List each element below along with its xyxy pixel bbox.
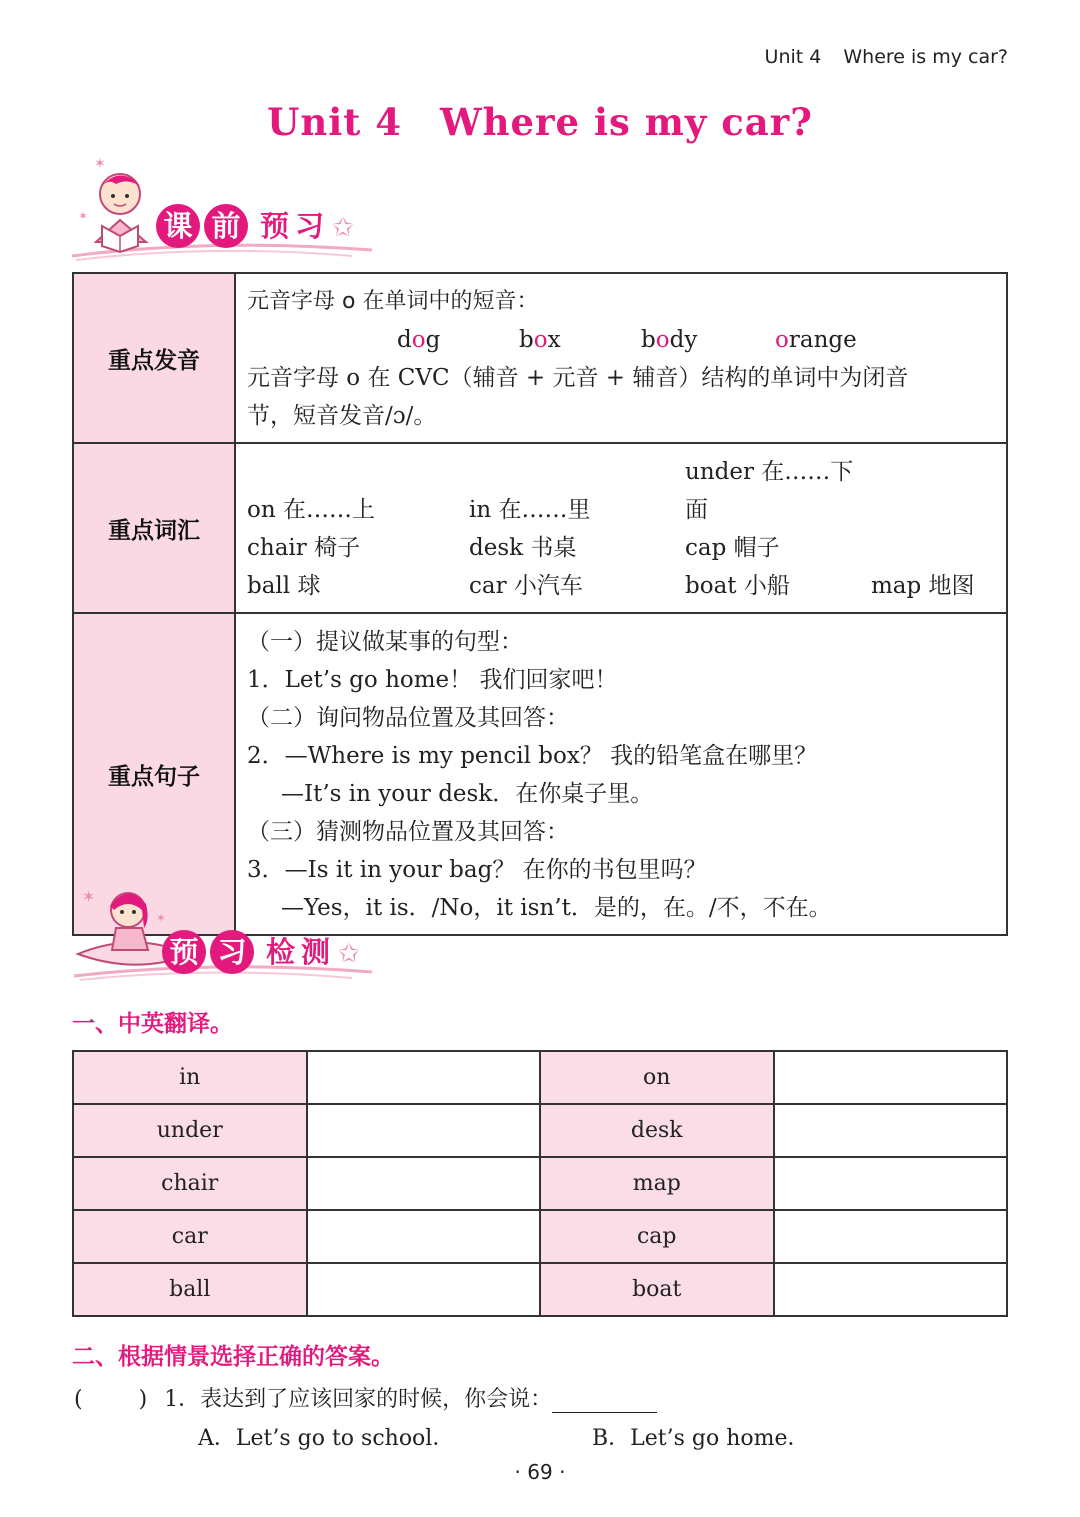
header-unit: Unit 4 <box>764 46 822 68</box>
translation-word: chair <box>73 1157 307 1210</box>
sentence-line: （一）提议做某事的句型： <box>247 629 523 655</box>
header-title: Where is my car? <box>843 46 1008 68</box>
vocab-item: car 小汽车 <box>469 573 583 599</box>
sentence-line: 1．Let’s go home！ 我们回家吧！ <box>247 667 618 693</box>
svg-text:✶: ✶ <box>82 887 96 906</box>
vocab-item: desk 书桌 <box>469 535 577 561</box>
translation-word: under <box>73 1104 307 1157</box>
translation-word: in <box>73 1051 307 1104</box>
translation-word: car <box>73 1210 307 1263</box>
question-stem: 1．表达到了应该回家的时候，你会说： <box>164 1387 553 1412</box>
answer-paren-close: ) <box>138 1387 148 1412</box>
banner-rest: 预习 <box>260 209 331 243</box>
translation-word: ball <box>73 1263 307 1316</box>
vocabulary-label: 重点词汇 <box>73 443 235 613</box>
option-b[interactable]: B．Let’s go home． <box>592 1426 810 1451</box>
example-word: body <box>641 327 698 353</box>
section2-heading: 二、根据情景选择正确的答案。 <box>72 1344 394 1370</box>
translation-table <box>72 1050 1008 1317</box>
translation-word: on <box>540 1051 774 1104</box>
example-word: orange <box>775 327 857 353</box>
page-number: · 69 · <box>514 1460 566 1484</box>
answer-cell[interactable] <box>307 1210 541 1263</box>
answer-cell[interactable] <box>774 1157 1008 1210</box>
answer-cell[interactable] <box>307 1104 541 1157</box>
example-words <box>247 321 995 359</box>
vocab-row <box>247 567 995 605</box>
vocab-item: on 在……上 <box>247 497 375 523</box>
table-row <box>73 1104 1007 1157</box>
answer-paren-open: ( <box>74 1387 83 1412</box>
pronunciation-heading: 元音字母 o 在单词中的短音： <box>247 289 539 314</box>
vocab-item: chair 椅子 <box>247 535 361 561</box>
answer-cell[interactable] <box>307 1157 541 1210</box>
section1-heading: 一、中英翻译。 <box>72 1011 233 1037</box>
example-word: box <box>519 327 561 353</box>
check-banner <box>72 880 392 984</box>
vocab-item: cap 帽子 <box>685 535 780 561</box>
pronunciation-cell <box>235 273 1007 443</box>
pronunciation-rule-2: 节，短音发音/ɔ/。 <box>247 403 437 429</box>
answer-cell[interactable] <box>307 1263 541 1316</box>
vocab-item: map 地图 <box>871 573 975 599</box>
sentence-line: 3．—Is it in your bag？ 在你的书包里吗？ <box>247 857 707 883</box>
table-row <box>73 1051 1007 1104</box>
title-unit: Unit 4 <box>267 100 403 144</box>
vocab-item: under 在……下面 <box>685 459 854 523</box>
option-a[interactable]: A．Let’s go to school． <box>198 1426 455 1451</box>
table-row <box>73 1157 1007 1210</box>
page-title <box>0 100 1080 144</box>
answer-blank[interactable] <box>552 1390 657 1413</box>
vocab-row <box>247 453 995 529</box>
example-word: dog <box>397 327 441 353</box>
answer-cell[interactable] <box>774 1104 1008 1157</box>
svg-text:✶: ✶ <box>156 911 167 925</box>
sentence-line: —It’s in your desk．在你桌子里。 <box>281 781 654 807</box>
pronunciation-label: 重点发音 <box>73 273 235 443</box>
banner-char-2: 前 <box>204 204 248 248</box>
key-points-table <box>72 272 1008 936</box>
translation-word: map <box>540 1157 774 1210</box>
vocab-row <box>247 529 995 567</box>
question-1 <box>74 1382 657 1413</box>
translation-word: cap <box>540 1210 774 1263</box>
sentence-line: （二）询问物品位置及其回答： <box>247 705 569 731</box>
translation-word: boat <box>540 1263 774 1316</box>
table-row <box>73 1263 1007 1316</box>
banner-char-1: 预 <box>162 930 206 974</box>
vocab-item: in 在……里 <box>469 497 591 523</box>
answer-cell[interactable] <box>774 1051 1008 1104</box>
translation-word: desk <box>540 1104 774 1157</box>
banner-char-1: 课 <box>156 204 200 248</box>
vocab-item: boat 小船 <box>685 573 790 599</box>
sentence-line: （三）猜测物品位置及其回答： <box>247 819 569 845</box>
table-row <box>73 1210 1007 1263</box>
banner-char-2: 习 <box>210 930 254 974</box>
svg-text:✶: ✶ <box>94 156 106 172</box>
vocabulary-cell <box>235 443 1007 613</box>
sentences-label: 重点句子 <box>73 613 235 935</box>
star-icon: ✩ <box>338 939 360 969</box>
preview-banner <box>72 156 392 264</box>
running-header <box>743 46 1008 68</box>
vocab-item: ball 球 <box>247 573 321 599</box>
banner-rest: 检测 <box>266 935 337 969</box>
answer-cell[interactable] <box>774 1210 1008 1263</box>
pronunciation-rule-1: 元音字母 o 在 CVC（辅音 + 元音 + 辅音）结构的单词中为闭音 <box>247 365 909 391</box>
svg-text:✶: ✶ <box>78 209 89 223</box>
sentence-line: —Yes，it is．/No，it isn’t．是的，在。/不，不在。 <box>281 895 832 921</box>
sentence-line: 2．—Where is my pencil box？ 我的铅笔盒在哪里？ <box>247 743 818 769</box>
answer-cell[interactable] <box>307 1051 541 1104</box>
answer-cell[interactable] <box>774 1263 1008 1316</box>
title-text: Where is my car? <box>440 100 813 144</box>
star-icon: ✩ <box>332 213 354 243</box>
